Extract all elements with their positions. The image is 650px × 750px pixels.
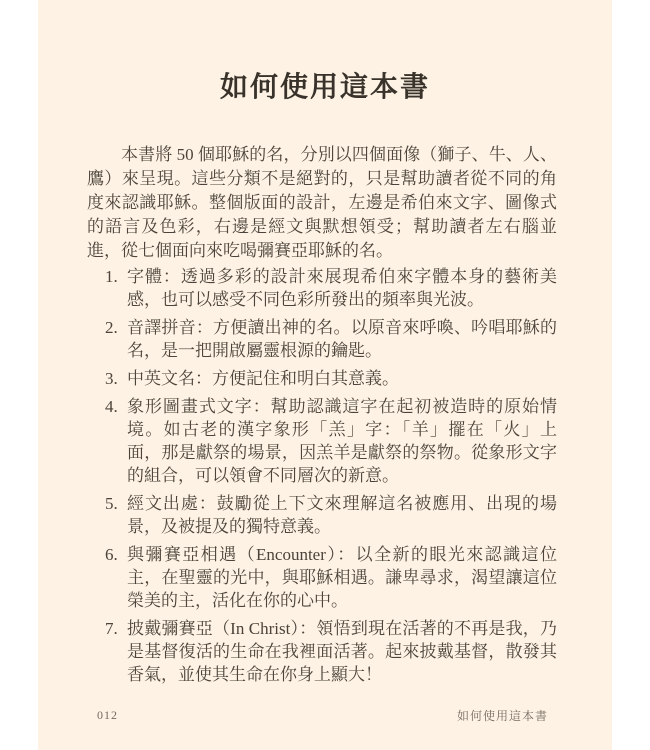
list-item	[87, 617, 557, 686]
list-item-number: 7.	[105, 619, 118, 638]
numbered-list	[87, 265, 557, 686]
list-item-text: 字體：透過多彩的設計來展現希伯來字體本身的藝術美感，也可以感受不同色彩所發出的頻率與光波。	[127, 267, 557, 309]
list-item-number: 5.	[105, 494, 118, 513]
list-item-number: 3.	[105, 369, 118, 388]
page-number: 012	[97, 708, 118, 722]
intro-paragraph: 本書將 50 個耶穌的名，分別以四個面像（獅子、牛、人、鷹）來呈現。這些分類不是絕對的，只是幫助讀者從不同的角度來認識耶穌。整個版面的設計，左邊是希伯來文字、圖像式的語言及色彩，右邊是經文與默想領受；幫助讀者左右腦並進，從七個面向來吃喝彌賽亞耶穌的名。	[87, 145, 557, 260]
list-item	[87, 265, 557, 311]
list-item-number: 1.	[105, 267, 118, 286]
book-page	[38, 0, 612, 750]
list-item	[87, 367, 557, 390]
list-item-text: 音譯拼音：方便讀出神的名。以原音來呼喚、吟唱耶穌的名，是一把開啟屬靈根源的鑰匙。	[127, 318, 557, 360]
running-title: 如何使用這本書	[456, 709, 548, 723]
page-content	[87, 143, 557, 691]
page-footer	[97, 707, 548, 724]
list-item-text: 象形圖畫式文字：幫助認識這字在起初被造時的原始情境。如古老的漢字象形「羔」字：「羊」擺在「火」上面，那是獻祭的場景，因羔羊是獻祭的祭物。從象形文字的組合，可以領會不同層次的新意。	[127, 397, 557, 485]
list-item-text: 與彌賽亞相遇（Encounter）：以全新的眼光來認識這位主，在聖靈的光中，與耶穌相遇。謙卑尋求，渴望讓這位榮美的主，活化在你的心中。	[127, 545, 557, 610]
list-item-text: 經文出處：鼓勵從上下文來理解這名被應用、出現的場景，及被提及的獨特意義。	[127, 494, 557, 536]
list-item	[87, 492, 557, 538]
list-item-text: 中英文名：方便記住和明白其意義。	[127, 369, 399, 388]
list-item-number: 2.	[105, 318, 118, 337]
list-item-number: 4.	[105, 397, 118, 416]
page-title: 如何使用這本書	[219, 72, 430, 103]
list-item	[87, 316, 557, 362]
list-item-text: 披戴彌賽亞（In Christ）：領悟到現在活著的不再是我，乃是基督復活的生命在我裡面活著。起來披戴基督，散發其香氣，並使其生命在你身上顯大！	[127, 619, 557, 684]
list-item	[87, 395, 557, 487]
list-item-number: 6.	[105, 545, 118, 564]
list-item	[87, 543, 557, 612]
